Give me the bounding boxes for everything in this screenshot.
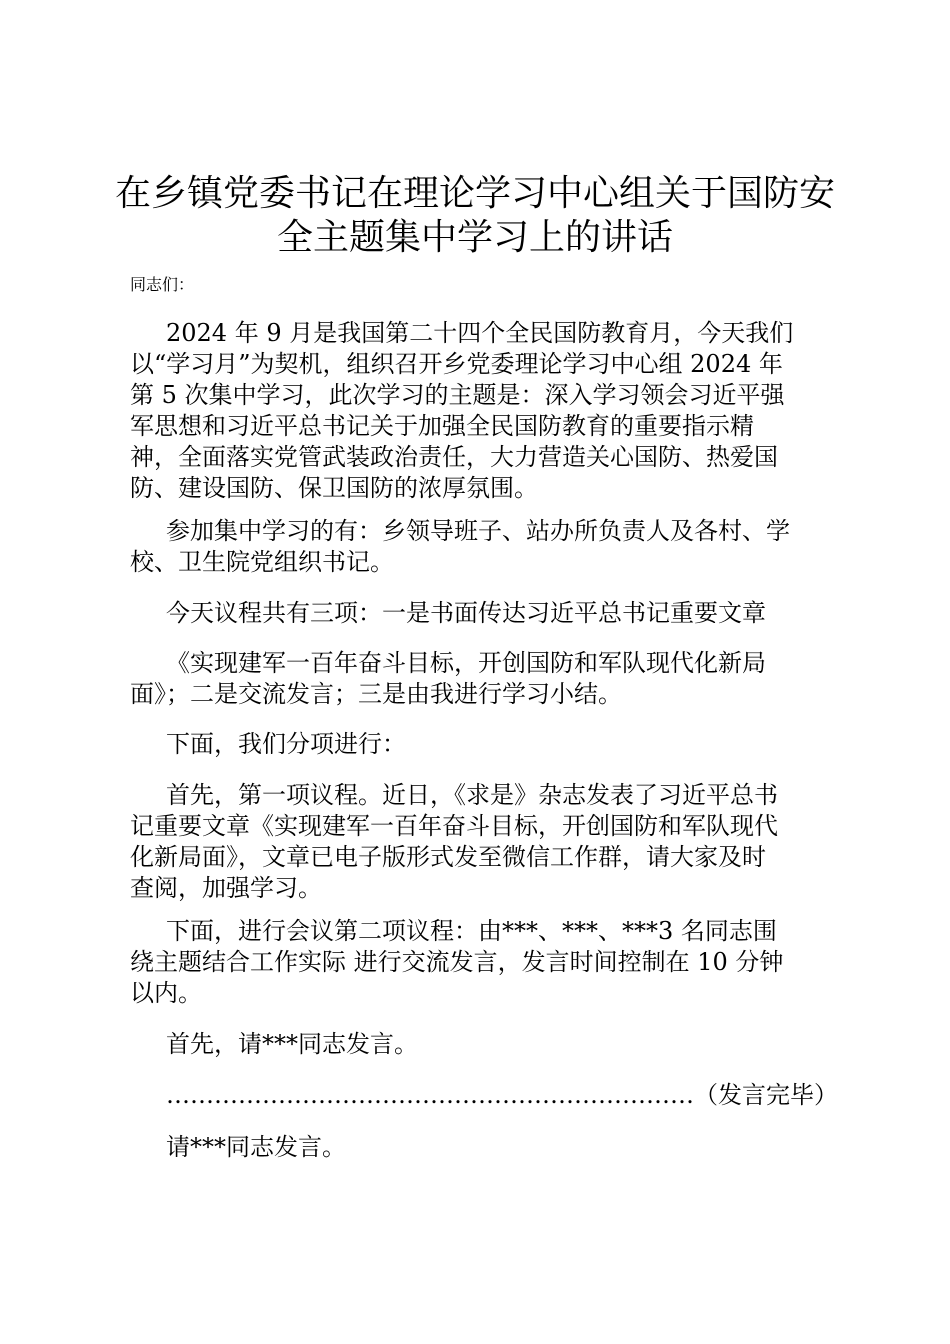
paragraph (130, 1132, 835, 1163)
paragraph (130, 598, 835, 629)
paragraph (130, 780, 835, 904)
paragraph-line: 绕主题结合工作实际 进行交流发言，发言时间控制在 10 分钟 (130, 948, 784, 976)
paragraph-line: 参加集中学习的有：乡领导班子、站办所负责人及各村、学 (166, 517, 790, 545)
paragraph-line: 查阅，加强学习。 (130, 874, 322, 902)
document-title-line-1: 在乡镇党委书记在理论学习中心组关于国防安 (114, 173, 835, 214)
paragraph-line: 请***同志发言。 (166, 1133, 346, 1161)
document-title-line-2: 全主题集中学习上的讲话 (276, 217, 673, 258)
paragraph-line: 以内。 (130, 979, 202, 1007)
paragraph-line: 首先，请***同志发言。 (166, 1030, 418, 1058)
paragraph-line: 以“学习月”为契机，组织召开乡党委理论学习中心组 2024 年 (130, 350, 783, 378)
paragraph (130, 916, 835, 1009)
paragraph-line: 化新局面》，文章已电子版形式发至微信工作群，请大家及时 (130, 843, 766, 871)
paragraph-line: 首先，第一项议程。近日，《求是》杂志发表了习近平总书 (166, 781, 778, 809)
paragraph-line: 神，全面落实党管武装政治责任，大力营造关心国防、热爱国 (130, 443, 778, 471)
paragraph-line: 第 5 次集中学习，此次学习的主题是：深入学习领会习近平强 (130, 381, 785, 409)
paragraph (130, 1029, 835, 1060)
paragraph (130, 318, 835, 504)
paragraph (130, 729, 835, 760)
paragraph (130, 648, 835, 710)
salutation: 同志们： (130, 275, 195, 294)
paragraph-line: 面》；二是交流发言；三是由我进行学习小结。 (130, 680, 622, 708)
paragraph-line: 校、卫生院党组织书记。 (130, 548, 394, 576)
paragraph-line: 下面，我们分项进行： (166, 730, 406, 758)
paragraph-line: 军思想和习近平总书记关于加强全民国防教育的重要指示精 (130, 412, 754, 440)
paragraph-line: 记重要文章《实现建军一百年奋斗目标，开创国防和军队现代 (130, 812, 778, 840)
paragraph-line: 下面，进行会议第二项议程：由***、***、***3 名同志围 (166, 917, 777, 945)
paragraph-line: 今天议程共有三项：一是书面传达习近平总书记重要文章 (166, 599, 766, 627)
paragraph (130, 516, 835, 578)
paragraph-line: …………………………………………………………（发言完毕） (166, 1081, 838, 1109)
paragraph (130, 1080, 838, 1111)
paragraph-line: 《实现建军一百年奋斗目标，开创国防和军队现代化新局 (166, 649, 766, 677)
paragraph-line: 防、建设国防、保卫国防的浓厚氛围。 (130, 474, 538, 502)
paragraph-line: 2024 年 9 月是我国第二十四个全民国防教育月，今天我们 (166, 319, 794, 347)
